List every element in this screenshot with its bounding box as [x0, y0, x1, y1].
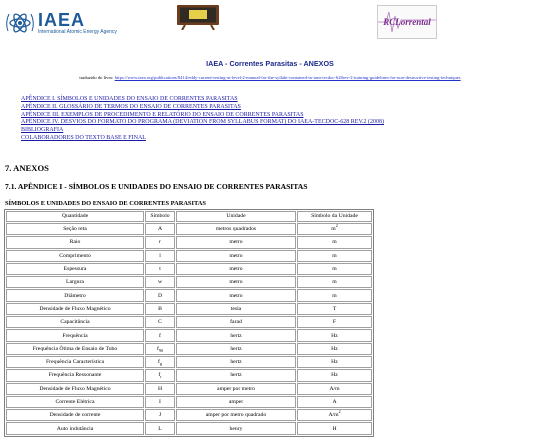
cell-quantidade: Densidade de Fluxo Magnético	[6, 303, 144, 315]
cell-simbolo-unidade	[297, 369, 372, 381]
table-row	[6, 329, 372, 341]
unit-symbol-text: A/m	[328, 412, 339, 419]
symbols-units-table	[4, 209, 374, 437]
cell-simbolo	[145, 276, 175, 288]
iaea-emblem-icon	[5, 7, 35, 39]
table-row	[6, 396, 372, 408]
table-row	[6, 422, 372, 434]
cell-simbolo	[145, 263, 175, 275]
toc-link-colaboradores[interactable]: COLABORADORES DO TEXTO BASE E FINAL	[21, 134, 146, 141]
cell-quantidade: Densidade de Fluxo Magnético	[6, 383, 144, 395]
symbol-text: l	[159, 252, 161, 259]
unit-superscript: 2	[335, 223, 338, 229]
toc-link-apendice-3[interactable]: APÊNDICE III. EXEMPLOS DE PROCEDIMENTO E RELATÓRIO DO ENSAIO DE CORRENTES PARASITAS	[21, 111, 304, 118]
unit-superscript: 2	[338, 409, 341, 415]
table-row	[6, 250, 372, 262]
page-header	[0, 0, 540, 45]
cell-simbolo	[145, 409, 175, 421]
symbol-text: r	[159, 239, 161, 246]
cell-simbolo-unidade	[297, 383, 372, 395]
column-header-simbolo: Símbolo	[145, 211, 175, 222]
appendix-heading: 7.1. APÊNDICE I - SÍMBOLOS E UNIDADES DO ENSAIO DE CORRENTES PARASITAS	[5, 182, 308, 191]
unit-symbol-text: m	[332, 239, 337, 246]
cell-unidade: metro	[176, 263, 296, 275]
symbol-text: C	[158, 319, 162, 326]
cell-unidade: metro	[176, 289, 296, 301]
unit-symbol-text: m	[332, 279, 337, 286]
symbol-text: D	[157, 292, 163, 299]
cell-simbolo	[145, 316, 175, 328]
cell-quantidade: Frequência Ressonante	[6, 369, 144, 381]
cell-simbolo	[145, 236, 175, 248]
cell-quantidade: Largura	[6, 276, 144, 288]
cell-quantidade: Corrente Elétrica	[6, 396, 144, 408]
cell-simbolo-unidade	[297, 250, 372, 262]
symbol-subscript: 90	[158, 347, 163, 353]
cell-quantidade: Frequência	[6, 329, 144, 341]
cell-quantidade: Seção reta	[6, 223, 144, 235]
iaea-logo[interactable]	[5, 6, 117, 40]
cell-quantidade: Densidade de corrente	[6, 409, 144, 421]
cell-unidade: amper por metro	[176, 383, 296, 395]
iaea-name: IAEA	[38, 10, 86, 30]
iaea-subtitle: International Atomic Energy Agency	[38, 29, 117, 35]
symbol-text: f	[158, 359, 160, 366]
table-body	[6, 223, 372, 435]
cell-simbolo-unidade	[297, 422, 372, 434]
symbol-text: A	[157, 226, 163, 233]
rcl-logo[interactable]	[377, 5, 437, 39]
unit-symbol-text: A/m	[329, 385, 340, 392]
unit-symbol-text: m	[332, 292, 337, 299]
symbol-subscript: g	[159, 361, 162, 367]
symbol-text: f	[158, 372, 161, 379]
toc-link-apendice-1[interactable]: APÊNDICE I. SÍMBOLOS E UNIDADES DO ENSAIO DE CORRENTES PARASITAS	[21, 96, 238, 102]
cell-unidade: hertz	[176, 356, 296, 368]
rcl-logo-text: RCLorrental	[383, 17, 431, 27]
table-row	[6, 236, 372, 248]
column-header-simbolo-unidade: Símbolo da Unidade	[297, 211, 372, 222]
section-heading: 7. ANEXOS	[5, 163, 49, 173]
symbol-text: t	[159, 266, 161, 273]
table-row	[6, 289, 372, 301]
unit-symbol-text: Hz	[331, 345, 338, 352]
unit-symbol-text: m	[331, 226, 336, 233]
cell-quantidade: Raio	[6, 236, 144, 248]
unit-symbol-text: m	[332, 266, 337, 273]
symbol-text: L	[158, 425, 162, 432]
cell-simbolo	[145, 289, 175, 301]
cell-quantidade: Comprimento	[6, 250, 144, 262]
cell-unidade: farad	[176, 316, 296, 328]
cell-simbolo-unidade	[297, 356, 372, 368]
cell-unidade: metro	[176, 250, 296, 262]
cell-simbolo	[145, 396, 175, 408]
cell-unidade: amper por metro quadrado	[176, 409, 296, 421]
cell-simbolo	[145, 223, 175, 235]
cell-simbolo-unidade	[297, 409, 372, 421]
cell-unidade: hertz	[176, 343, 296, 355]
cell-quantidade: Frequência Característica	[6, 356, 144, 368]
unit-symbol-text: A	[332, 399, 337, 405]
cell-quantidade: Auto indutância	[6, 422, 144, 434]
page-title: IAEA - Correntes Parasitas - ANEXOS	[206, 59, 334, 68]
symbol-text: f	[157, 345, 159, 352]
symbol-text: H	[157, 385, 163, 392]
table-row	[6, 223, 372, 235]
cell-unidade: hertz	[176, 369, 296, 381]
unit-symbol-text: m	[332, 252, 337, 259]
symbol-text: B	[158, 305, 162, 312]
cell-quantidade: Espessura	[6, 263, 144, 275]
symbol-text: J	[158, 412, 162, 419]
source-note	[20, 75, 520, 81]
column-header-quantidade: Quantidade	[6, 211, 144, 222]
cell-unidade: hertz	[176, 329, 296, 341]
symbol-text: f	[159, 332, 161, 339]
table-row	[6, 303, 372, 315]
source-link[interactable]: https://www.iaea.org/publications/8414/eddy-current-testing-at-level-2-manual-for-the-syllabi-contained-in-iaea-tecdoc-628rev-2-training-guidelines-for-non-destructive-testing-techniques	[114, 75, 461, 80]
cell-simbolo-unidade	[297, 396, 372, 408]
unit-symbol-text: T	[332, 305, 337, 312]
table-row	[6, 409, 372, 421]
table-row	[6, 356, 372, 368]
cell-unidade: metro	[176, 236, 296, 248]
table-row	[6, 343, 372, 355]
cell-unidade: amper	[176, 396, 296, 408]
unit-symbol-text: Hz	[331, 359, 338, 366]
cell-simbolo	[145, 356, 175, 368]
symbol-text: w	[157, 279, 163, 286]
unit-symbol-text: H	[332, 425, 337, 432]
table-row	[6, 276, 372, 288]
cell-simbolo-unidade	[297, 316, 372, 328]
cell-simbolo	[145, 422, 175, 434]
cell-simbolo-unidade	[297, 289, 372, 301]
source-prefix: traduzido do livro:	[79, 75, 115, 80]
cell-simbolo	[145, 343, 175, 355]
cell-unidade: metros quadrados	[176, 223, 296, 235]
unit-symbol-text: F	[332, 319, 337, 326]
cell-simbolo	[145, 383, 175, 395]
toc-link-bibliografia[interactable]: BIBLIOGRAFIA	[21, 127, 64, 134]
cell-simbolo	[145, 329, 175, 341]
cell-unidade: henry	[176, 422, 296, 434]
cell-simbolo-unidade	[297, 223, 372, 235]
cell-simbolo-unidade	[297, 263, 372, 275]
symbol-text: I	[159, 399, 161, 405]
cell-simbolo-unidade	[297, 329, 372, 341]
cell-quantidade: Capacitância	[6, 316, 144, 328]
table-row	[6, 383, 372, 395]
unit-symbol-text: Hz	[331, 332, 338, 339]
cell-unidade: tesla	[176, 303, 296, 315]
table-row	[6, 263, 372, 275]
cell-simbolo	[145, 369, 175, 381]
toc-link-apendice-4[interactable]: APÊNDICE IV. DESVIOS DO FORMATO DO PROGRAMA (DEVIATION FROM SYLLABUS FORMAT) DO IAEA-TECDOC-628 REV.2 (2008)	[21, 119, 385, 126]
symbol-subscript: r	[160, 374, 162, 380]
table-caption: SÍMBOLOS E UNIDADES DO ENSAIO DE CORRENTES PARASITAS	[5, 200, 206, 207]
blackboard-icon	[176, 4, 220, 30]
unit-symbol-text: Hz	[331, 372, 338, 379]
table-row	[6, 316, 372, 328]
cell-simbolo	[145, 250, 175, 262]
cell-simbolo-unidade	[297, 343, 372, 355]
toc-link-apendice-2[interactable]: APÊNDICE II. GLOSSÁRIO DE TERMOS DO ENSAIO DE CORRENTES PARASITAS	[21, 103, 241, 110]
cell-quantidade: Frequência Ótima de Ensaio de Tubo	[6, 343, 144, 355]
table-of-contents	[21, 96, 384, 143]
cell-simbolo-unidade	[297, 236, 372, 248]
table-row	[6, 369, 372, 381]
cell-simbolo-unidade	[297, 303, 372, 315]
table-header-row	[6, 211, 372, 222]
cell-simbolo-unidade	[297, 276, 372, 288]
column-header-unidade: Unidade	[176, 211, 296, 222]
cell-quantidade: Diâmetro	[6, 289, 144, 301]
cell-unidade: metro	[176, 276, 296, 288]
cell-simbolo	[145, 303, 175, 315]
